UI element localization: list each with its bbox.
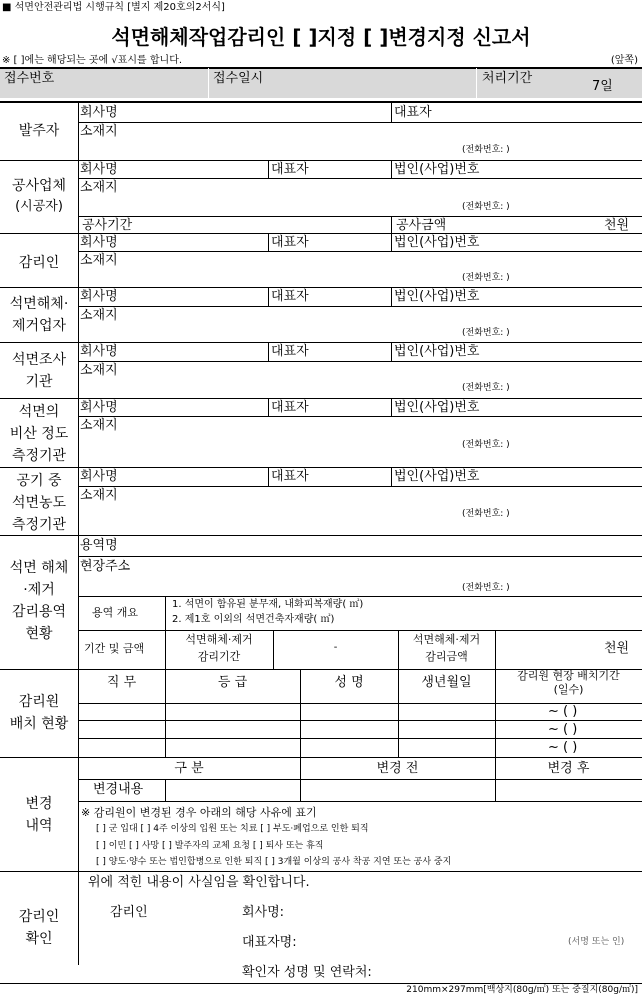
confirm-ceo-label: 대표자명: bbox=[242, 935, 297, 950]
supervisor-phone: (전화번호: ) bbox=[462, 273, 510, 283]
change-note: ※ 감리원이 변경된 경우 아래의 해당 사유에 표기 bbox=[81, 806, 317, 819]
sup-amount-sublabel: 감리금액 bbox=[425, 650, 468, 663]
supervisor-section-label: 감리인 bbox=[18, 255, 60, 271]
survey-corp-no-label: 법인(사업)번호 bbox=[394, 344, 480, 359]
removal-section-label: 석면해체· bbox=[9, 296, 69, 312]
scatter-address-label: 소재지 bbox=[80, 418, 118, 433]
airborne-section-sublabel: 석면농도 bbox=[11, 495, 67, 511]
construction-amount-label: 공사금액 bbox=[396, 218, 447, 233]
survey-section-sublabel: 기관 bbox=[25, 374, 53, 390]
staff-col-days-sub: (일수) bbox=[553, 683, 584, 696]
orderer-phone: (전화번호: ) bbox=[462, 145, 510, 155]
supervisor-address-label: 소재지 bbox=[80, 253, 118, 268]
change-col-category: 구 분 bbox=[174, 761, 204, 776]
survey-address-label: 소재지 bbox=[80, 363, 118, 378]
construction-amount-unit: 천원 bbox=[604, 218, 630, 233]
receipt-bar bbox=[0, 68, 642, 98]
contractor-section-sublabel: (시공자) bbox=[15, 199, 63, 214]
change-col-before: 변경 전 bbox=[376, 761, 419, 776]
sign-note: (서명 또는 인) bbox=[568, 937, 625, 947]
staff-row3-days: ~ ( ) bbox=[548, 740, 578, 755]
service-name-label: 용역명 bbox=[80, 538, 118, 553]
airborne-address-label: 소재지 bbox=[80, 488, 118, 503]
staff-col-duty: 직 무 bbox=[106, 675, 137, 690]
airborne-phone: (전화번호: ) bbox=[462, 509, 510, 519]
airborne-corp-no-label: 법인(사업)번호 bbox=[394, 469, 480, 484]
form-reference: ■ 석면안전관리법 시행규칙 [별지 제20호의2서식] bbox=[2, 2, 225, 13]
service-summary-line1: 1. 석면이 함유된 분무재, 내화피복재량( ㎡) bbox=[172, 599, 364, 610]
change-section-sublabel: 내역 bbox=[25, 818, 53, 834]
scatter-ceo-label: 대표자 bbox=[271, 400, 309, 415]
contractor-corp-no-label: 법인(사업)번호 bbox=[394, 162, 480, 177]
staff-col-days: 감리원 현장 배치기간 bbox=[517, 669, 620, 682]
receipt-date-label: 접수일시 bbox=[213, 71, 264, 86]
contractor-phone: (전화번호: ) bbox=[462, 202, 510, 212]
survey-company-label: 회사명 bbox=[80, 344, 118, 359]
staff-col-grade: 등 급 bbox=[217, 675, 248, 690]
confirm-company-label: 회사명: bbox=[242, 905, 285, 920]
scatter-company-label: 회사명 bbox=[80, 400, 118, 415]
staff-row2-days: ~ ( ) bbox=[548, 722, 578, 737]
scatter-phone: (전화번호: ) bbox=[462, 440, 510, 450]
staff-section-label: 감리원 bbox=[18, 694, 60, 710]
confirm-section-label: 감리인 bbox=[18, 909, 60, 925]
supervisor-corp-no-label: 법인(사업)번호 bbox=[394, 235, 480, 250]
staff-section-sublabel: 배치 현황 bbox=[9, 716, 69, 732]
staff-col-birth: 생년월일 bbox=[421, 675, 472, 690]
sup-period-label: 석면해체·제거 bbox=[185, 633, 253, 646]
contractor-address-label: 소재지 bbox=[80, 180, 118, 195]
change-content-label: 변경내용 bbox=[93, 782, 144, 797]
survey-section-label: 석면조사 bbox=[11, 352, 67, 368]
airborne-company-label: 회사명 bbox=[80, 469, 118, 484]
survey-phone: (전화번호: ) bbox=[462, 383, 510, 393]
service-phone: (전화번호: ) bbox=[462, 583, 510, 593]
page-title: 석면해체작업감리인 [ ]지정 [ ]변경지정 신고서 bbox=[111, 25, 531, 49]
service-summary-label: 용역 개요 bbox=[92, 606, 139, 619]
sup-amount-unit: 천원 bbox=[604, 641, 630, 656]
sup-period-tilde: - bbox=[333, 642, 338, 653]
scatter-section-sublabel2: 측정기관 bbox=[11, 448, 67, 464]
removal-corp-no-label: 법인(사업)번호 bbox=[394, 289, 480, 304]
survey-ceo-label: 대표자 bbox=[271, 344, 309, 359]
confirm-role: 감리인 bbox=[110, 905, 148, 920]
change-reason-line3: [ ] 양도·양수 또는 법인합병으로 인한 퇴직 [ ] 3개월 이상의 공사 착공 지연 또는 공사 중지 bbox=[96, 857, 452, 867]
orderer-section-label: 발주자 bbox=[18, 123, 60, 139]
confirm-contact-label: 확인자 성명 및 연락처: bbox=[242, 965, 372, 980]
sup-period-sublabel: 감리기간 bbox=[197, 650, 241, 663]
change-reason-line2: [ ] 이민 [ ] 사망 [ ] 발주자의 교체 요청 [ ] 퇴사 또는 휴직 bbox=[96, 841, 324, 851]
removal-phone: (전화번호: ) bbox=[462, 328, 510, 338]
scatter-section-sublabel: 비산 정도 bbox=[9, 426, 69, 442]
scatter-corp-no-label: 법인(사업)번호 bbox=[394, 400, 480, 415]
service-section-sublabel3: 현황 bbox=[25, 626, 53, 642]
contractor-ceo-label: 대표자 bbox=[271, 162, 309, 177]
staff-col-name: 성 명 bbox=[334, 675, 364, 690]
airborne-section-label: 공기 중 bbox=[16, 473, 62, 489]
paper-spec: 210mm×297mm[백상지(80g/㎡) 또는 중질지(80g/㎡)] bbox=[406, 985, 638, 995]
removal-address-label: 소재지 bbox=[80, 308, 118, 323]
processing-period-value: 7일 bbox=[592, 79, 613, 94]
supervisor-company-label: 회사명 bbox=[80, 235, 118, 250]
page-side: (앞쪽) bbox=[610, 55, 638, 66]
orderer-ceo-label: 대표자 bbox=[394, 105, 432, 120]
airborne-section-sublabel2: 측정기관 bbox=[11, 517, 67, 533]
staff-row1-days: ~ ( ) bbox=[548, 704, 578, 719]
service-section-sublabel: ·제거 bbox=[23, 582, 55, 598]
change-col-after: 변경 후 bbox=[547, 761, 590, 776]
period-amount-label: 기간 및 금액 bbox=[84, 642, 145, 655]
confirm-statement: 위에 적힌 내용이 사실임을 확인합니다. bbox=[88, 875, 310, 890]
confirm-section-sublabel: 확인 bbox=[25, 931, 53, 947]
removal-section-sublabel: 제거업자 bbox=[11, 318, 67, 334]
orderer-address-label: 소재지 bbox=[80, 124, 118, 139]
contractor-section-label: 공사업체 bbox=[11, 178, 67, 194]
service-site-label: 현장주소 bbox=[80, 559, 131, 574]
orderer-company-label: 회사명 bbox=[80, 105, 118, 120]
change-reason-line1: [ ] 군 입대 [ ] 4주 이상의 입원 또는 치료 [ ] 부도·폐업으로 인한 퇴직 bbox=[96, 824, 369, 834]
construction-period-label: 공사기간 bbox=[82, 218, 133, 233]
contractor-company-label: 회사명 bbox=[80, 162, 118, 177]
receipt-number-label: 접수번호 bbox=[4, 71, 55, 86]
removal-ceo-label: 대표자 bbox=[271, 289, 309, 304]
check-instruction: ※ [ ]에는 해당되는 곳에 √표시를 합니다. bbox=[2, 55, 183, 66]
scatter-section-label: 석면의 bbox=[18, 404, 60, 420]
supervisor-ceo-label: 대표자 bbox=[271, 235, 309, 250]
sup-amount-label: 석면해체·제거 bbox=[412, 633, 481, 646]
removal-company-label: 회사명 bbox=[80, 289, 118, 304]
service-summary-line2: 2. 제1호 이외의 석면건축자재량( ㎡) bbox=[172, 614, 335, 625]
service-section-label: 석면 해체 bbox=[9, 560, 69, 576]
airborne-ceo-label: 대표자 bbox=[271, 469, 309, 484]
service-section-sublabel2: 감리용역 bbox=[11, 604, 67, 620]
processing-period-label: 처리기간 bbox=[482, 71, 533, 86]
change-section-label: 변경 bbox=[25, 796, 53, 812]
